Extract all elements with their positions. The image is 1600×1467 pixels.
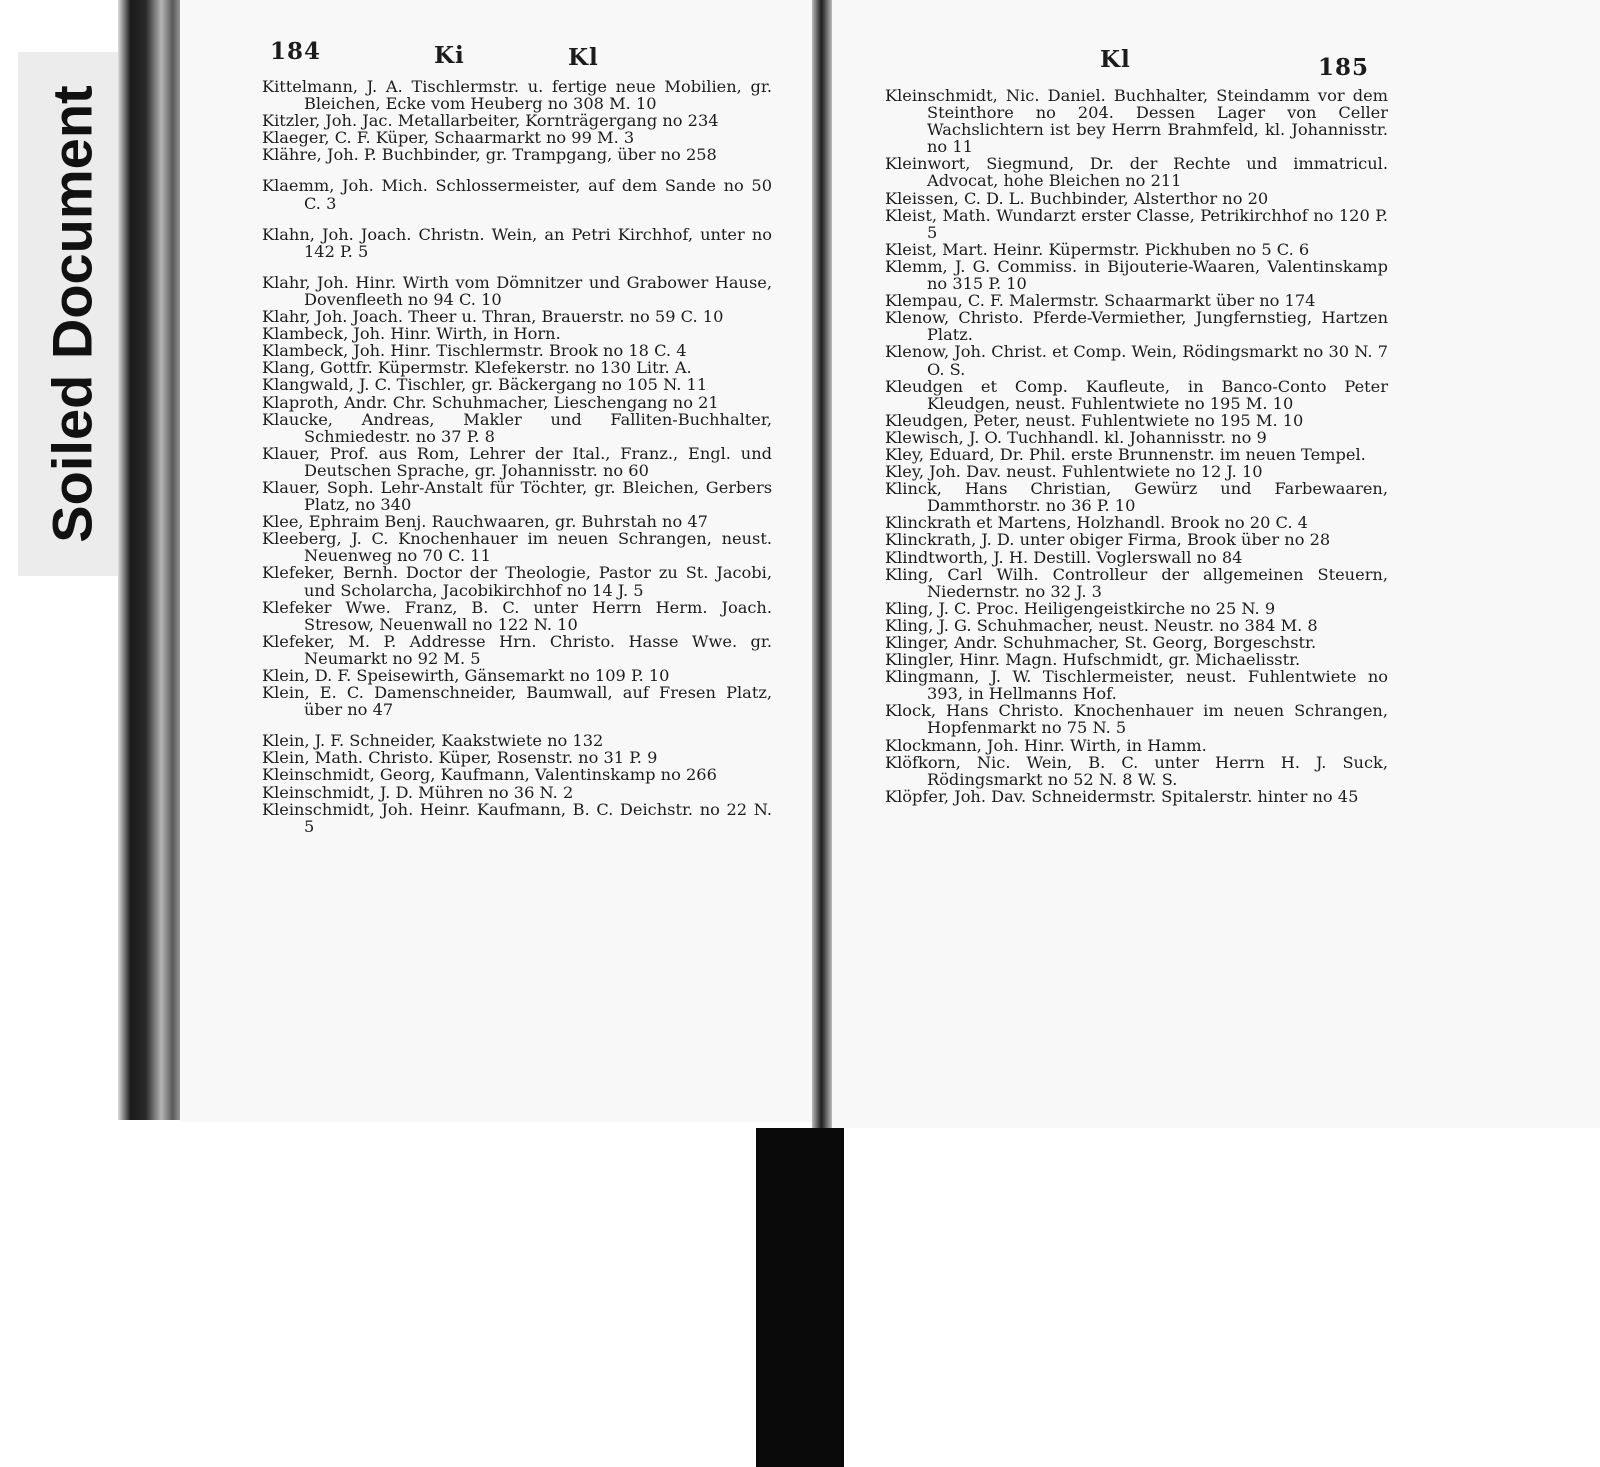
directory-entry: Kleinschmidt, Joh. Heinr. Kaufmann, B. C. Deichstr. no 22 N. 5 xyxy=(262,799,772,836)
directory-entry: Klahr, Joh. Joach. Theer u. Thran, Brauerstr. no 59 C. 10 xyxy=(262,307,724,327)
directory-entry: Kleissen, C. D. L. Buchbinder, Alsterthor no 20 xyxy=(885,188,1269,208)
directory-entry: Klaproth, Andr. Chr. Schuhmacher, Lieschengang no 21 xyxy=(262,392,719,412)
document-label: Soiled Document xyxy=(40,85,104,543)
directory-entry: Klaemm, Joh. Mich. Schlossermeister, auf dem Sande no 50 C. 3 xyxy=(262,176,772,213)
directory-entry: Klahr, Joh. Hinr. Wirth vom Dömnitzer und Grabower Hause, Dovenfleeth no 94 C. 10 xyxy=(262,272,772,309)
left-page-column xyxy=(262,78,772,835)
directory-entry: Kling, Carl Wilh. Controlleur der allgemeinen Steuern, Niedernstr. no 32 J. 3 xyxy=(885,564,1388,601)
directory-entry: Klang, Gottfr. Küpermstr. Klefekerstr. no 130 Litr. A. xyxy=(262,358,692,378)
directory-entry: Klindtworth, J. H. Destill. Voglerswall no 84 xyxy=(885,547,1243,567)
directory-entry: Kley, Eduard, Dr. Phil. erste Brunnenstr. im neuen Tempel. xyxy=(885,444,1366,464)
directory-entry: Kleudgen, Peter, neust. Fuhlentwiete no 195 M. 10 xyxy=(885,410,1304,430)
directory-entry: Klinckrath et Martens, Holzhandl. Brook no 20 C. 4 xyxy=(885,513,1308,533)
directory-entry: Klauer, Soph. Lehr-Anstalt für Töchter, gr. Bleichen, Gerbers Platz, no 340 xyxy=(262,477,772,515)
right-header-center: Kl xyxy=(1100,46,1131,73)
directory-entry: Klockmann, Joh. Hinr. Wirth, in Hamm. xyxy=(885,735,1207,755)
left-header-left: Ki xyxy=(434,42,465,69)
directory-entry: Klefeker Wwe. Franz, B. C. unter Herrn Herm. Joach. Stresow, Neuenwall no 122 N. 10 xyxy=(262,597,772,634)
directory-entry: Kleinschmidt, Nic. Daniel. Buchhalter, Steindamm vor dem Steinthore no 204. Dessen Lager von Celler Wachslichtern ist bey Herrn Brahmfeld, kl. Johannisstr. no 11 xyxy=(885,86,1388,157)
directory-entry: Kley, Joh. Dav. neust. Fuhlentwiete no 12 J. 10 xyxy=(885,462,1263,482)
directory-entry: Klenow, Joh. Christ. et Comp. Wein, Rödingsmarkt no 30 N. 7 O. S. xyxy=(885,342,1388,379)
directory-entry: Klambeck, Joh. Hinr. Tischlermstr. Brook no 18 C. 4 xyxy=(262,341,687,361)
directory-entry: Klemm, J. G. Commiss. in Bijouterie-Waaren, Valentinskamp no 315 P. 10 xyxy=(885,256,1388,294)
left-header-right: Kl xyxy=(568,44,599,71)
directory-entry: Klaucke, Andreas, Makler und Falliten-Buchhalter, Schmiedestr. no 37 P. 8 xyxy=(262,409,772,446)
directory-entry: Klock, Hans Christo. Knochenhauer im neuen Schrangen, Hopfenmarkt no 75 N. 5 xyxy=(885,701,1388,738)
directory-entry: Kleist, Math. Wundarzt erster Classe, Petrikirchhof no 120 P. 5 xyxy=(885,205,1388,242)
directory-entry: Klenow, Christo. Pferde-Vermiether, Jungfernstieg, Hartzen Platz. xyxy=(885,308,1388,345)
left-page-number: 184 xyxy=(270,38,322,65)
directory-entry: Klinck, Hans Christian, Gewürz und Farbewaaren, Dammthorstr. no 36 P. 10 xyxy=(885,479,1388,516)
directory-entry: Klinckrath, J. D. unter obiger Firma, Brook über no 28 xyxy=(885,530,1331,550)
right-page-number: 185 xyxy=(1318,54,1370,81)
directory-entry: Kitzler, Joh. Jac. Metallarbeiter, Kornträgergang no 234 xyxy=(262,111,719,131)
directory-entry: Klefeker, M. P. Addresse Hrn. Christo. Hasse Wwe. gr. Neumarkt no 92 M. 5 xyxy=(262,631,772,668)
book-page-edges xyxy=(118,0,188,1120)
directory-entry: Klähre, Joh. P. Buchbinder, gr. Trampgang, über no 258 xyxy=(262,145,717,165)
directory-entry: Klein, E. C. Damenschneider, Baumwall, auf Fresen Platz, über no 47 xyxy=(262,683,772,720)
directory-entry: Kleinwort, Siegmund, Dr. der Rechte und immatricul. Advocat, hohe Bleichen no 211 xyxy=(885,154,1388,191)
directory-entry: Kling, J. G. Schuhmacher, neust. Neustr. no 384 M. 8 xyxy=(885,615,1318,635)
directory-entry: Klauer, Prof. aus Rom, Lehrer der Ital., Franz., Engl. und Deutschen Sprache, gr. Johannisstr. no 60 xyxy=(262,443,772,480)
directory-entry: Klein, Math. Christo. Küper, Rosenstr. no 31 P. 9 xyxy=(262,748,658,768)
directory-entry: Kleinschmidt, Georg, Kaufmann, Valentinskamp no 266 xyxy=(262,765,717,785)
bookmark-ribbon xyxy=(756,1128,844,1467)
directory-entry: Kleudgen et Comp. Kaufleute, in Banco-Conto Peter Kleudgen, neust. Fuhlentwiete no 195 M. 10 xyxy=(885,376,1388,413)
directory-entry: Kittelmann, J. A. Tischlermstr. u. fertige neue Mobilien, gr. Bleichen, Ecke vom Heuberg no 308 M. 10 xyxy=(262,77,772,114)
directory-entry: Kleeberg, J. C. Knochenhauer im neuen Schrangen, neust. Neuenweg no 70 C. 11 xyxy=(262,529,772,566)
directory-entry: Kling, J. C. Proc. Heiligengeistkirche no 25 N. 9 xyxy=(885,598,1276,618)
directory-entry: Klingmann, J. W. Tischlermeister, neust. Fuhlentwiete no 393, in Hellmanns Hof. xyxy=(885,667,1388,704)
directory-entry: Klee, Ephraim Benj. Rauchwaaren, gr. Buhrstah no 47 xyxy=(262,512,708,532)
directory-entry: Klambeck, Joh. Hinr. Wirth, in Horn. xyxy=(262,324,561,344)
directory-entry: Klöfkorn, Nic. Wein, B. C. unter Herrn H. J. Suck, Rödingsmarkt no 52 N. 8 W. S. xyxy=(885,752,1388,789)
directory-entry: Klein, D. F. Speisewirth, Gänsemarkt no 109 P. 10 xyxy=(262,666,670,685)
directory-entry: Klangwald, J. C. Tischler, gr. Bäckergang no 105 N. 11 xyxy=(262,375,708,395)
directory-entry: Klingler, Hinr. Magn. Hufschmidt, gr. Michaelisstr. xyxy=(885,650,1301,670)
directory-entry: Kleist, Mart. Heinr. Küpermstr. Pickhuben no 5 C. 6 xyxy=(885,239,1310,259)
directory-entry: Klein, J. F. Schneider, Kaakstwiete no 132 xyxy=(262,731,604,751)
directory-entry: Klefeker, Bernh. Doctor der Theologie, Pastor zu St. Jacobi, und Scholarcha, Jacobikirchhof no 14 J. 5 xyxy=(262,563,772,600)
directory-entry: Klewisch, J. O. Tuchhandl. kl. Johannisstr. no 9 xyxy=(885,427,1267,447)
directory-entry: Klinger, Andr. Schuhmacher, St. Georg, Borgeschstr. xyxy=(885,633,1317,652)
directory-entry: Kleinschmidt, J. D. Mühren no 36 N. 2 xyxy=(262,782,574,802)
directory-entry: Klöpfer, Joh. Dav. Schneidermstr. Spitalerstr. hinter no 45 xyxy=(885,786,1359,806)
directory-entry: Klempau, C. F. Malermstr. Schaarmarkt über no 174 xyxy=(885,291,1316,311)
right-page-column xyxy=(885,87,1388,805)
directory-entry: Klahn, Joh. Joach. Christn. Wein, an Petri Kirchhof, unter no 142 P. 5 xyxy=(262,224,772,261)
directory-entry: Klaeger, C. F. Küper, Schaarmarkt no 99 M. 3 xyxy=(262,128,635,148)
book-gutter xyxy=(812,0,832,1128)
